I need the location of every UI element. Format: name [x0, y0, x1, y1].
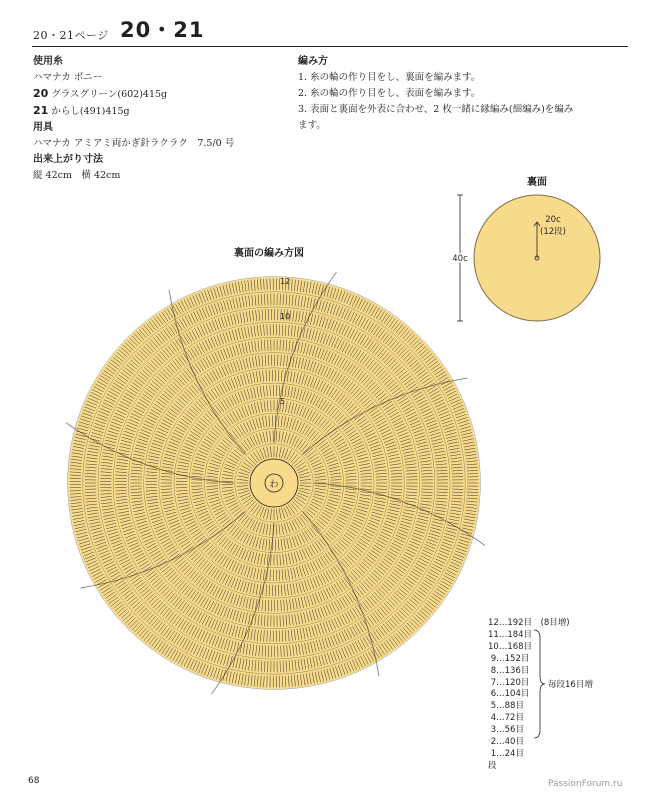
table-unit: 段 [488, 760, 497, 771]
method-section [298, 54, 573, 134]
size-text: 縦 42cm 横 42cm [33, 170, 121, 181]
tools-text: ハマナカ アミアミ両かぎ針ラクラク 7.5/0 号 [33, 138, 235, 149]
table-row: 7…120目 [490, 677, 530, 688]
round-label-12: 12 [280, 277, 291, 286]
watermark: PassionForum.ru [548, 779, 623, 789]
yarn-item-number: 20 [33, 87, 49, 100]
table-row: 8…136目 [490, 665, 530, 676]
crochet-chart [66, 262, 486, 702]
table-row: 12…192目 (8目増) [488, 618, 570, 628]
table-row: 10…168目 [488, 641, 533, 652]
yarn-item-20 [33, 86, 234, 103]
size-heading: 出来上がり寸法 [33, 154, 103, 165]
page-reference: 20・21ページ [33, 29, 109, 42]
radius-label: 20c [545, 215, 561, 225]
table-row: 1…24目 [490, 748, 524, 759]
round-label-5: 5 [280, 397, 286, 406]
height-label: 40c [452, 254, 468, 264]
yarn-item-number: 21 [33, 104, 49, 117]
schematic-title: 裏面 [527, 177, 547, 188]
method-step-3: 3. 表面と裏面を外表に合わせ、2 枚一緒に縁編み(細編み)を編み [298, 104, 574, 115]
yarn-brand: ハマナカ ボニー [33, 72, 103, 83]
last-round-note: (8目増) [540, 618, 570, 628]
chart-title: 裏面の編み方図 [234, 248, 304, 259]
method-step-2: 2. 糸の輪の作り目をし、表面を編みます。 [298, 88, 481, 99]
table-row: 5…88目 [490, 701, 524, 712]
yarn-item-text: からし(491)415g [51, 106, 130, 117]
per-round-increase-note: 毎段16目増 [548, 680, 593, 690]
rows-label: (12段) [540, 227, 566, 237]
tools-heading: 用具 [33, 122, 53, 133]
method-step-3-cont: ます。 [298, 120, 326, 131]
table-row: 3…56目 [490, 725, 524, 736]
yarn-heading: 使用糸 [33, 56, 63, 67]
increase-bracket [532, 628, 546, 740]
table-row: 2…40目 [490, 737, 524, 748]
table-row: 11…184目 [488, 629, 533, 640]
yarn-item-text: グラスグリーン(602)415g [51, 89, 168, 100]
table-row: 9…152目 [490, 653, 530, 664]
round-label-10: 10 [280, 312, 291, 321]
method-heading: 編み方 [298, 56, 328, 67]
stitch-count-table [488, 618, 570, 773]
table-row: 4…72目 [490, 713, 524, 724]
magic-ring-label: わ [269, 480, 279, 490]
method-step-1: 1. 糸の輪の作り目をし、裏面を編みます。 [298, 72, 481, 83]
page-number: 68 [28, 776, 40, 786]
yarn-item-21 [33, 103, 234, 120]
materials-section [33, 54, 234, 184]
project-numbers: 20・21 [120, 18, 205, 42]
header-rule [32, 46, 628, 47]
table-row: 6…104目 [490, 689, 530, 700]
